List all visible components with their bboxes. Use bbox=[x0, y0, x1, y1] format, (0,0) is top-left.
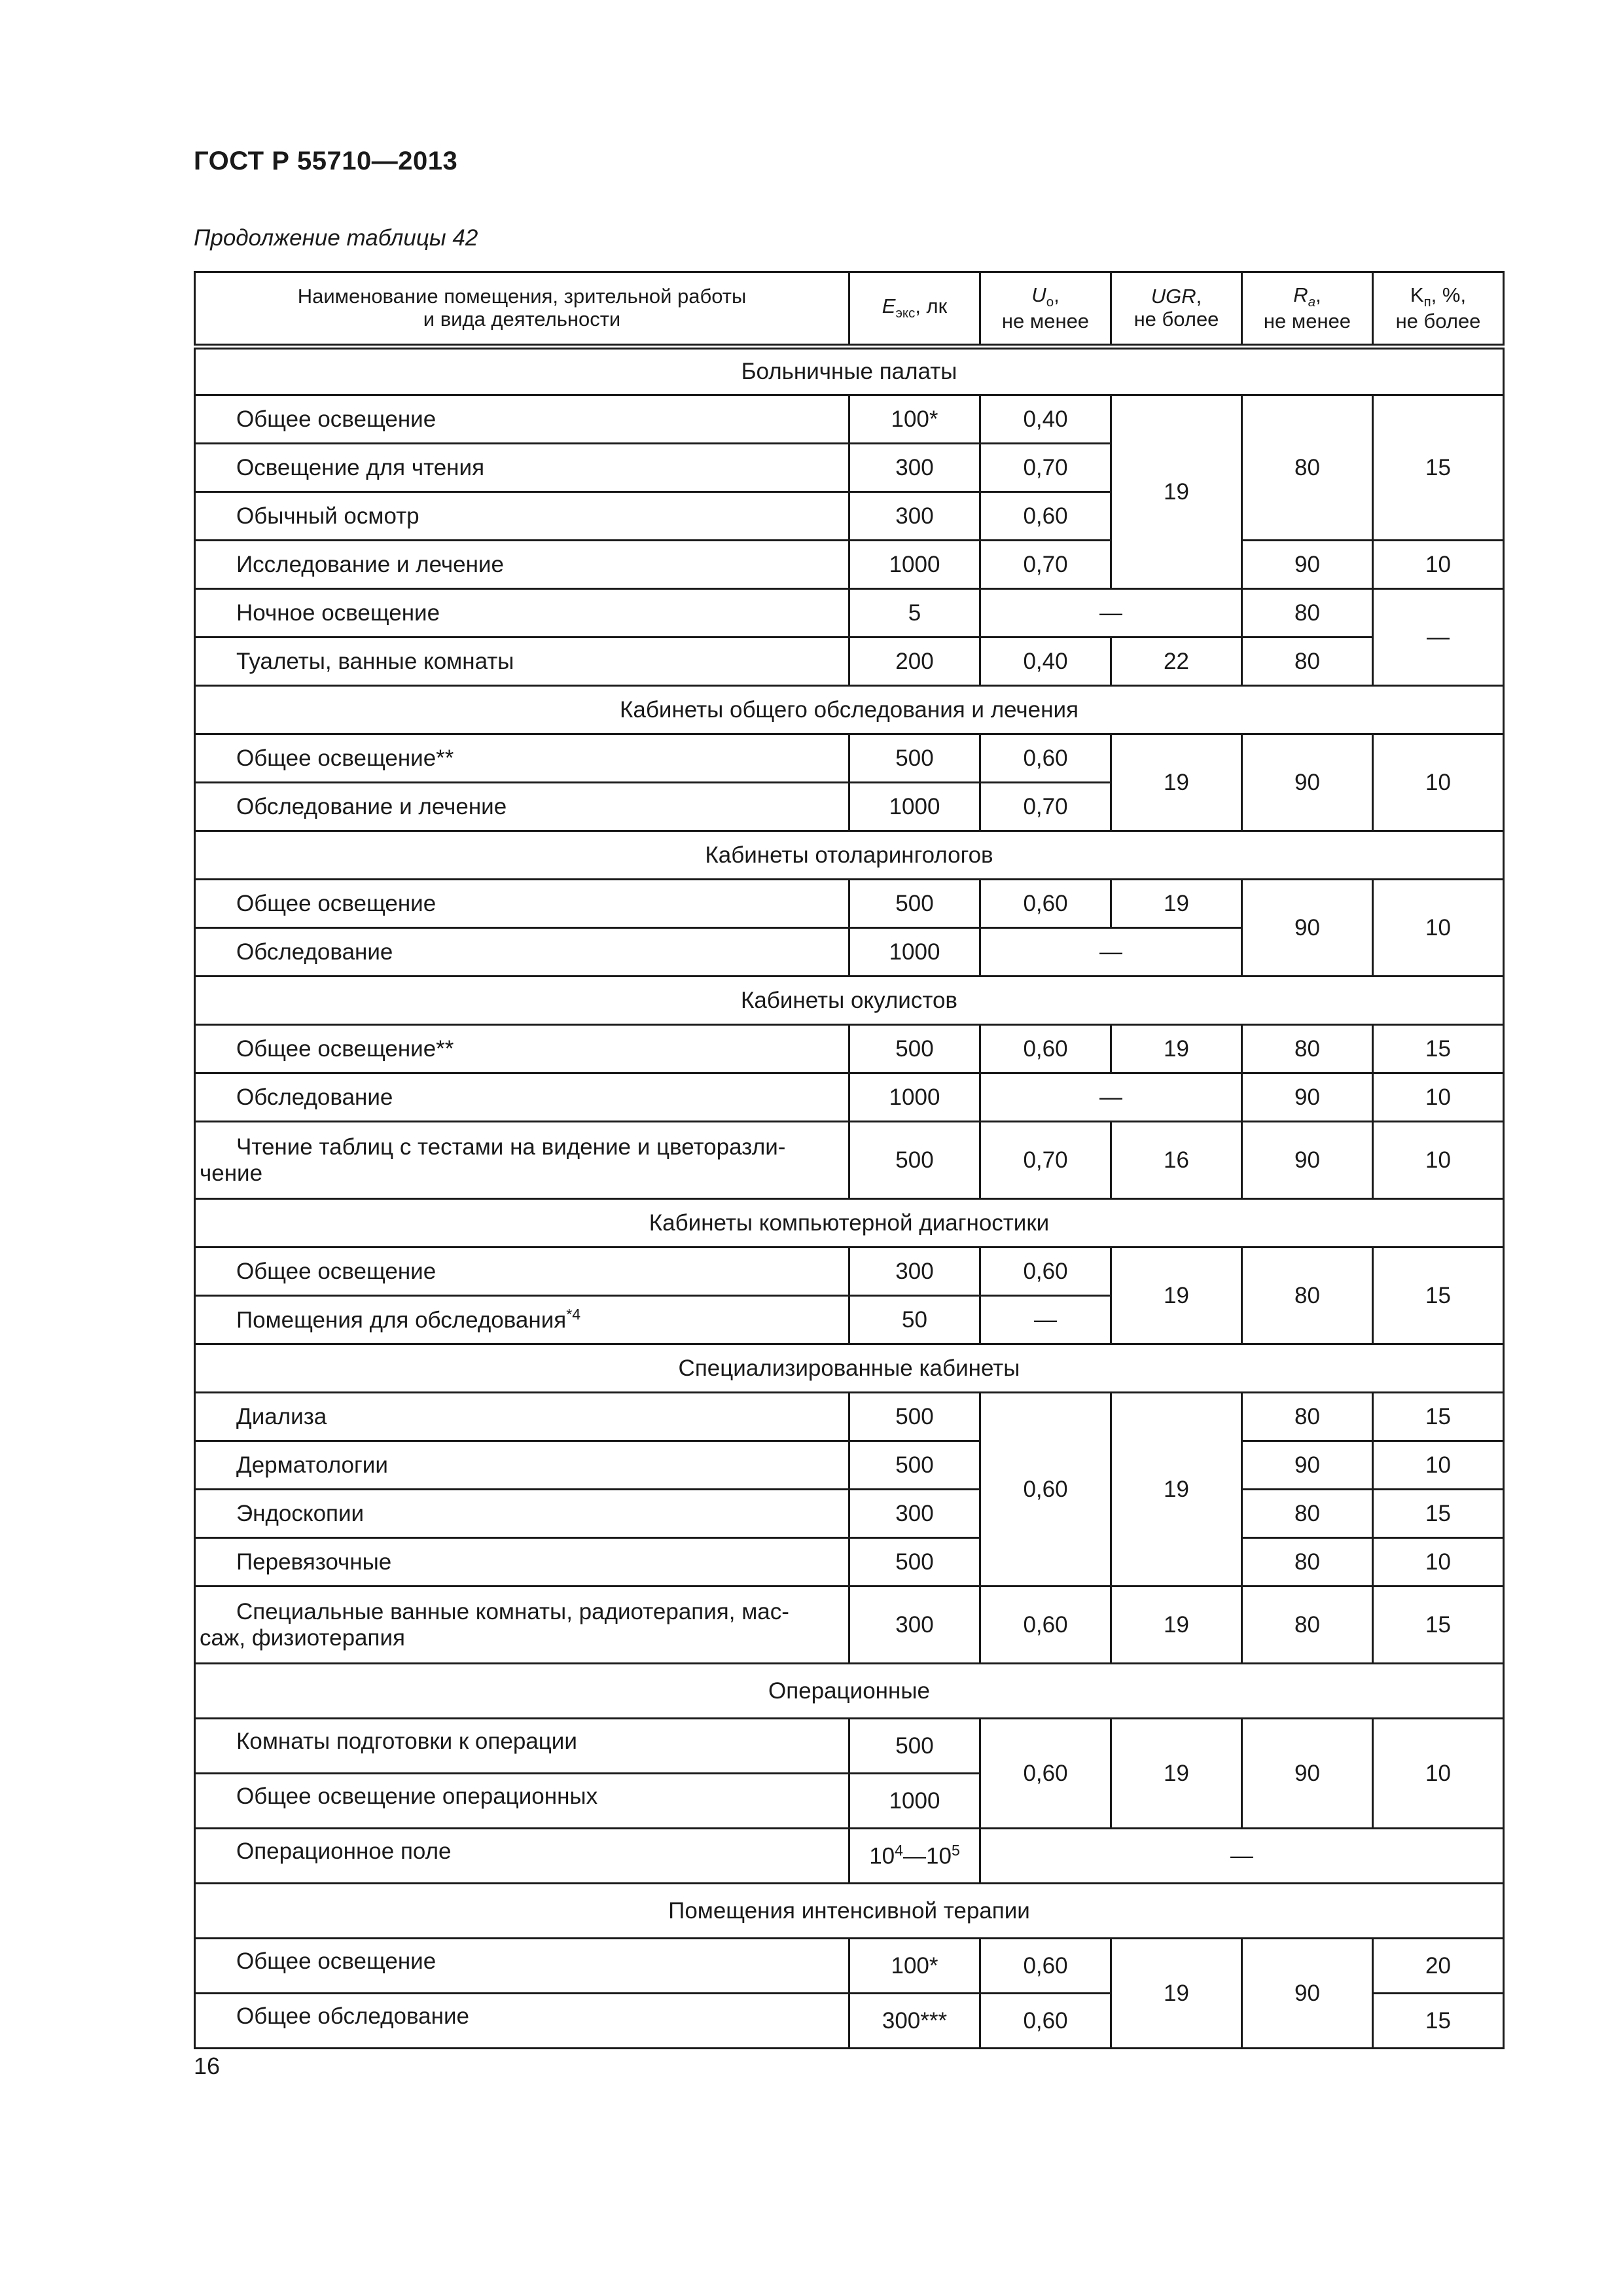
row-name-text: Общее освещение** bbox=[236, 745, 454, 771]
cell-kp: 15 bbox=[1373, 1490, 1504, 1538]
lighting-norms-table bbox=[194, 271, 1505, 2049]
row-name-text: Общее освещение bbox=[236, 1258, 437, 1284]
table-header-row bbox=[195, 272, 1504, 347]
table-row bbox=[195, 734, 1504, 783]
row-name-line1: Специальные ванные комнаты, радиотерапия, мас- bbox=[236, 1599, 789, 1625]
cell-kp: — bbox=[1373, 589, 1504, 686]
row-name bbox=[195, 1025, 849, 1073]
row-name-text: Общее освещение bbox=[236, 1948, 437, 1974]
cell-kp: 10 bbox=[1373, 1122, 1504, 1199]
section-row bbox=[195, 686, 1504, 734]
row-name-text: Освещение для чтения bbox=[236, 454, 485, 480]
section-row bbox=[195, 977, 1504, 1025]
cell-ugr: 19 bbox=[1111, 1939, 1242, 2049]
cell-e bbox=[849, 1829, 980, 1884]
row-name-text: Общее освещение операционных bbox=[236, 1784, 598, 1809]
header-name-line1: Наименование помещения, зрительной работы bbox=[297, 285, 747, 308]
header-kp-note: не более bbox=[1395, 309, 1481, 332]
cell-kp: 10 bbox=[1373, 880, 1504, 977]
row-name-text: Перевязочные bbox=[236, 1549, 392, 1575]
cell-e: 1000 bbox=[849, 928, 980, 977]
cell-e: 200 bbox=[849, 637, 980, 686]
table-row bbox=[195, 1393, 1504, 1441]
section-row bbox=[195, 347, 1504, 395]
row-name bbox=[195, 1247, 849, 1296]
cell-ugr: 19 bbox=[1111, 395, 1242, 589]
header-ra-symbol: R bbox=[1293, 283, 1308, 306]
cell-ra: 90 bbox=[1242, 1122, 1373, 1199]
row-name bbox=[195, 1490, 849, 1538]
row-name-text: Общее освещение** bbox=[236, 1035, 454, 1062]
section-row bbox=[195, 1199, 1504, 1247]
row-name-text: Обычный осмотр bbox=[236, 503, 419, 529]
cell-u: 0,70 bbox=[980, 541, 1111, 589]
cell-kp: 15 bbox=[1373, 395, 1504, 541]
section-title-wards: Больничные палаты bbox=[195, 347, 1504, 395]
row-name bbox=[195, 1994, 849, 2049]
cell-u: 0,40 bbox=[980, 395, 1111, 444]
row-name-text: Диализа bbox=[236, 1403, 327, 1429]
section-row bbox=[195, 1884, 1504, 1939]
header-u-note: не менее bbox=[1001, 309, 1090, 332]
header-ugr-note: не более bbox=[1133, 308, 1219, 331]
table-row bbox=[195, 637, 1504, 686]
cell-ra: 80 bbox=[1242, 637, 1373, 686]
table-row bbox=[195, 541, 1504, 589]
section-row bbox=[195, 1344, 1504, 1393]
row-name-line2: саж, физиотерапия bbox=[200, 1624, 405, 1651]
header-e-symbol: E bbox=[882, 294, 896, 317]
cell-dash: — bbox=[980, 928, 1242, 977]
cell-kp: 15 bbox=[1373, 1025, 1504, 1073]
range-dash: — bbox=[903, 1843, 926, 1869]
cell-e: 1000 bbox=[849, 1774, 980, 1829]
cell-e: 50 bbox=[849, 1296, 980, 1344]
row-name bbox=[195, 492, 849, 541]
row-name bbox=[195, 783, 849, 831]
cell-ugr: 19 bbox=[1111, 1587, 1242, 1664]
cell-kp: 15 bbox=[1373, 1247, 1504, 1344]
cell-e: 5 bbox=[849, 589, 980, 637]
table-row bbox=[195, 1490, 1504, 1538]
cell-ra: 80 bbox=[1242, 1490, 1373, 1538]
cell-kp: 20 bbox=[1373, 1939, 1504, 1994]
row-name-text: Обследование bbox=[236, 939, 393, 965]
cell-e: 300 bbox=[849, 444, 980, 492]
cell-ra: 90 bbox=[1242, 1441, 1373, 1490]
cell-e: 500 bbox=[849, 1538, 980, 1587]
cell-kp: 10 bbox=[1373, 541, 1504, 589]
cell-kp: 10 bbox=[1373, 1538, 1504, 1587]
row-name-text: Исследование и лечение bbox=[236, 551, 504, 577]
cell-kp: 10 bbox=[1373, 1073, 1504, 1122]
cell-e: 1000 bbox=[849, 783, 980, 831]
row-name-text: Обследование bbox=[236, 1084, 393, 1110]
row-name bbox=[195, 928, 849, 977]
header-name bbox=[195, 272, 849, 347]
exp-power: 4 bbox=[895, 1842, 903, 1859]
header-ra bbox=[1242, 272, 1373, 347]
cell-e: 300 bbox=[849, 492, 980, 541]
cell-dash: — bbox=[980, 1829, 1504, 1884]
cell-ra: 90 bbox=[1242, 880, 1373, 977]
footnote-mark: *4 bbox=[566, 1306, 581, 1323]
cell-kp: 15 bbox=[1373, 1994, 1504, 2049]
cell-kp: 10 bbox=[1373, 734, 1504, 831]
cell-e: 500 bbox=[849, 880, 980, 928]
cell-u: 0,60 bbox=[980, 492, 1111, 541]
row-name bbox=[195, 1587, 849, 1664]
table-row bbox=[195, 1247, 1504, 1296]
cell-e: 300 bbox=[849, 1587, 980, 1664]
cell-ra: 90 bbox=[1242, 734, 1373, 831]
header-name-line2: и вида деятельности bbox=[423, 308, 621, 331]
section-title-general: Кабинеты общего обследования и лечения bbox=[195, 686, 1504, 734]
row-name bbox=[195, 1829, 849, 1884]
table-row bbox=[195, 1719, 1504, 1774]
table-row bbox=[195, 1829, 1504, 1884]
row-name-line1: Чтение таблиц с тестами на видение и цветоразли- bbox=[236, 1134, 786, 1160]
cell-e: 500 bbox=[849, 1025, 980, 1073]
cell-dash: — bbox=[980, 589, 1242, 637]
table-row bbox=[195, 1587, 1504, 1664]
cell-ra: 80 bbox=[1242, 1587, 1373, 1664]
cell-e: 100* bbox=[849, 1939, 980, 1994]
row-name bbox=[195, 880, 849, 928]
row-name-text: Дерматологии bbox=[236, 1452, 388, 1478]
cell-u: 0,60 bbox=[980, 1025, 1111, 1073]
header-ra-comma: , bbox=[1315, 283, 1321, 306]
cell-dash: — bbox=[980, 1073, 1242, 1122]
section-title-surgery: Операционные bbox=[195, 1664, 1504, 1719]
section-row bbox=[195, 831, 1504, 880]
header-kp-sub: п bbox=[1423, 294, 1431, 310]
header-e-sub: экс bbox=[895, 306, 916, 321]
cell-ugr: 19 bbox=[1111, 1719, 1242, 1829]
table-row bbox=[195, 1122, 1504, 1199]
cell-ra: 90 bbox=[1242, 1073, 1373, 1122]
cell-u: 0,70 bbox=[980, 783, 1111, 831]
row-name bbox=[195, 1774, 849, 1829]
header-u-comma: , bbox=[1054, 283, 1060, 306]
header-illuminance bbox=[849, 272, 980, 347]
cell-ra: 80 bbox=[1242, 1025, 1373, 1073]
cell-e: 300 bbox=[849, 1247, 980, 1296]
row-name bbox=[195, 395, 849, 444]
row-name bbox=[195, 589, 849, 637]
cell-ugr: 19 bbox=[1111, 1247, 1242, 1344]
cell-ugr: 19 bbox=[1111, 734, 1242, 831]
cell-ugr: 19 bbox=[1111, 1025, 1242, 1073]
exp-base: 10 bbox=[926, 1843, 952, 1869]
cell-e: 500 bbox=[849, 1122, 980, 1199]
header-kp bbox=[1373, 272, 1504, 347]
row-name bbox=[195, 1073, 849, 1122]
row-name-text: Обследование и лечение bbox=[236, 793, 507, 819]
header-ugr-comma: , bbox=[1196, 285, 1202, 308]
header-ra-sub: a bbox=[1308, 294, 1316, 310]
cell-e: 500 bbox=[849, 1719, 980, 1774]
cell-kp: 10 bbox=[1373, 1719, 1504, 1829]
row-name bbox=[195, 1122, 849, 1199]
cell-e: 500 bbox=[849, 1441, 980, 1490]
cell-ugr: 22 bbox=[1111, 637, 1242, 686]
cell-e: 300 bbox=[849, 1490, 980, 1538]
section-row bbox=[195, 1664, 1504, 1719]
header-uniformity bbox=[980, 272, 1111, 347]
row-name-text: Туалеты, ванные комнаты bbox=[236, 648, 514, 674]
row-name bbox=[195, 1538, 849, 1587]
header-u-symbol: U bbox=[1031, 283, 1046, 306]
cell-u: 0,60 bbox=[980, 1719, 1111, 1829]
row-name-text: Комнаты подготовки к операции bbox=[236, 1729, 577, 1754]
row-name bbox=[195, 637, 849, 686]
table-row bbox=[195, 1073, 1504, 1122]
row-name bbox=[195, 1393, 849, 1441]
table-row bbox=[195, 1025, 1504, 1073]
cell-u: — bbox=[980, 1296, 1111, 1344]
cell-u: 0,60 bbox=[980, 734, 1111, 783]
exp-base: 10 bbox=[869, 1843, 895, 1869]
table-row bbox=[195, 1939, 1504, 1994]
row-name-text: Общее освещение bbox=[236, 890, 437, 916]
cell-u: 0,60 bbox=[980, 1393, 1111, 1587]
table-row bbox=[195, 589, 1504, 637]
cell-u: 0,60 bbox=[980, 1994, 1111, 2049]
header-ugr-symbol: UGR bbox=[1150, 285, 1196, 308]
row-name bbox=[195, 734, 849, 783]
header-kp-unit: , %, bbox=[1431, 283, 1467, 306]
cell-ra: 80 bbox=[1242, 589, 1373, 637]
cell-e: 500 bbox=[849, 1393, 980, 1441]
row-name-text: Помещения для обследования bbox=[236, 1307, 567, 1333]
cell-kp: 15 bbox=[1373, 1587, 1504, 1664]
row-name-text: Операционное поле bbox=[236, 1839, 452, 1864]
cell-e: 100* bbox=[849, 395, 980, 444]
table-caption: Продолжение таблицы 42 bbox=[194, 225, 478, 251]
row-name-text: Общее обследование bbox=[236, 2003, 469, 2029]
cell-ra: 90 bbox=[1242, 1939, 1373, 2049]
section-title-special: Специализированные кабинеты bbox=[195, 1344, 1504, 1393]
cell-e: 300*** bbox=[849, 1994, 980, 2049]
row-name bbox=[195, 1939, 849, 1994]
row-name-text: Общее освещение bbox=[236, 406, 437, 432]
cell-u: 0,60 bbox=[980, 880, 1111, 928]
table-row bbox=[195, 1538, 1504, 1587]
cell-ugr: 16 bbox=[1111, 1122, 1242, 1199]
row-name bbox=[195, 1441, 849, 1490]
row-name-text: Ночное освещение bbox=[236, 600, 440, 626]
cell-kp: 15 bbox=[1373, 1393, 1504, 1441]
header-kp-symbol: K bbox=[1410, 283, 1424, 306]
cell-e: 1000 bbox=[849, 1073, 980, 1122]
cell-ra: 90 bbox=[1242, 541, 1373, 589]
cell-ra: 80 bbox=[1242, 1247, 1373, 1344]
document-title: ГОСТ Р 55710—2013 bbox=[194, 147, 458, 175]
header-u-sub: o bbox=[1046, 294, 1054, 310]
cell-ugr: 19 bbox=[1111, 880, 1242, 928]
cell-u: 0,70 bbox=[980, 1122, 1111, 1199]
cell-e: 500 bbox=[849, 734, 980, 783]
cell-ra: 80 bbox=[1242, 395, 1373, 541]
cell-kp: 10 bbox=[1373, 1441, 1504, 1490]
header-e-unit: , лк bbox=[915, 294, 948, 317]
cell-ra: 90 bbox=[1242, 1719, 1373, 1829]
cell-u: 0,60 bbox=[980, 1247, 1111, 1296]
row-name-line2: чение bbox=[200, 1160, 263, 1186]
header-ra-note: не менее bbox=[1263, 309, 1351, 332]
table-row bbox=[195, 395, 1504, 444]
cell-e: 1000 bbox=[849, 541, 980, 589]
exp-power: 5 bbox=[951, 1842, 960, 1859]
row-name bbox=[195, 444, 849, 492]
section-title-ophth: Кабинеты окулистов bbox=[195, 977, 1504, 1025]
section-title-ent: Кабинеты отоларингологов bbox=[195, 831, 1504, 880]
cell-u: 0,60 bbox=[980, 1939, 1111, 1994]
table-row bbox=[195, 880, 1504, 928]
row-name bbox=[195, 541, 849, 589]
header-ugr bbox=[1111, 272, 1242, 347]
cell-ra: 80 bbox=[1242, 1393, 1373, 1441]
cell-u: 0,60 bbox=[980, 1587, 1111, 1664]
table-row bbox=[195, 1441, 1504, 1490]
cell-u: 0,40 bbox=[980, 637, 1111, 686]
row-name bbox=[195, 1719, 849, 1774]
cell-ugr: 19 bbox=[1111, 1393, 1242, 1587]
row-name-text: Эндоскопии bbox=[236, 1500, 365, 1526]
section-title-ct: Кабинеты компьютерной диагностики bbox=[195, 1199, 1504, 1247]
cell-u: 0,70 bbox=[980, 444, 1111, 492]
section-title-icu: Помещения интенсивной терапии bbox=[195, 1884, 1504, 1939]
cell-ra: 80 bbox=[1242, 1538, 1373, 1587]
page-number: 16 bbox=[194, 2053, 221, 2079]
row-name bbox=[195, 1296, 849, 1344]
